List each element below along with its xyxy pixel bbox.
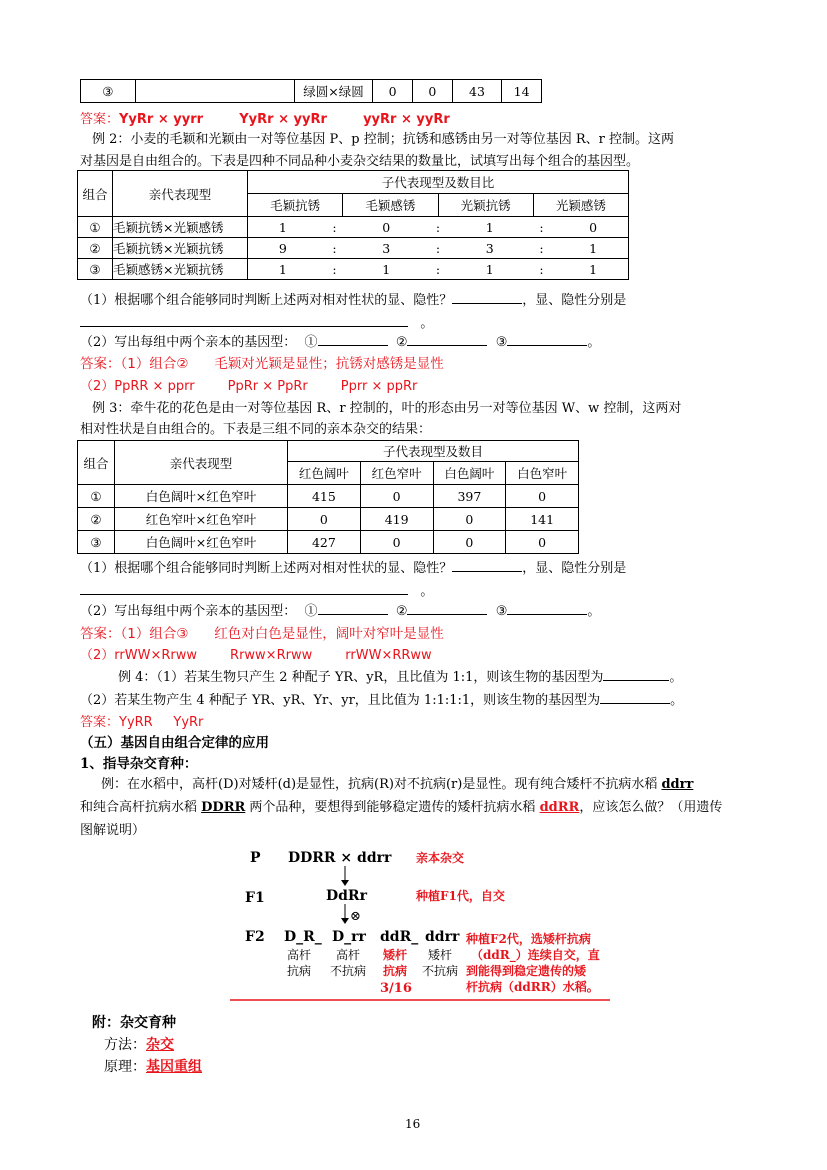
svg-text:杆抗病（ddRR）水稻。: 杆抗病（ddRR）水稻。 [466,980,599,994]
ex2-answer-2: （2）PpRR × pprr PpRr × PpRr Pprr × ppRr [80,379,418,394]
svg-text:种植F2代，选矮杆抗病: 种植F2代，选矮杆抗病 [466,932,591,946]
top-table-row: ③ 绿圆×绿圆 0 0 43 14 [80,79,542,103]
ex3-q2: （2）写出每组中两个亲本的基因型： ① ② ③ 。 [80,600,600,619]
svg-text:高杆: 高杆 [287,948,312,962]
ex2-intro-1: 例 2：小麦的毛颖和光颖由一对等位基因 P、p 控制；抗锈和感锈由另一对等位基因 R、r 控制。这两 [92,132,675,147]
cross: 绿圆×绿圆 [294,80,372,103]
svg-text:不抗病: 不抗病 [422,964,459,978]
svg-text:不抗病: 不抗病 [330,964,367,978]
ex2-table: 组合 亲代表现型 子代表现型及数目比 毛颖抗锈 毛颖感锈 光颖抗锈 光颖感锈 ① 毛颖抗锈×光颖感锈 1 : 0 : 1 : 0 ② 毛颖抗锈×光颖抗锈 9 : 3 : 3 : 1 ③ 毛颖感锈×光颖抗锈 1 : 1 : 1 : 1 [77,170,629,280]
ex2-answer-1: 答案：（1）组合② 毛颖对光颖是显性；抗锈对感锈是显性 [80,356,444,372]
svg-text:抗病: 抗病 [383,964,408,978]
svg-text:（ddR_）连续自交，直: （ddR_）连续自交，直 [471,948,600,962]
svg-text:抗病: 抗病 [287,964,312,978]
answer-1: 答案：YyRr × yyrr YyRr × yyRr yyRr × yyRr [80,112,450,127]
table-row: ② 毛颖抗锈×光颖抗锈 9 : 3 : 3 : 1 [78,238,629,259]
table-row: ③ 白色阔叶×红色窄叶 427 0 0 0 [78,531,579,554]
ex2-q1-blank: 。 [80,312,433,331]
f2-ratio: 3/16 [380,981,412,996]
appendix-method: 方法：杂交 [104,1037,174,1053]
ex3-q1-blank: 。 [80,580,433,599]
subsection-title: 1、指导杂交育种： [80,756,198,772]
svg-text:矮杆: 矮杆 [383,948,408,962]
example-line-3: 图解说明） [80,823,146,838]
svg-text:矮杆: 矮杆 [428,948,453,962]
table-row: ③ 毛颖感锈×光颖抗锈 1 : 1 : 1 : 1 [78,259,629,280]
ex3-table: 组合 亲代表现型 子代表现型及数目 红色阔叶 红色窄叶 白色阔叶 白色窄叶 ① 白色阔叶×红色窄叶 415 0 397 0 ② 红色窄叶×红色窄叶 0 419 0 141 ③ 白色阔叶×红色窄叶 427 0 0 0 [77,440,579,554]
example-line-2: 和纯合高杆抗病水稻 DDRR 两个品种，要想得到能够稳定遗传的矮杆抗病水稻 ddRR，应该怎么做？（用遗传 [80,800,723,815]
ex3-intro-1: 例 3：牵牛花的花色是由一对等位基因 R、r 控制的，叶的形态由另一对等位基因 W、w 控制，这两对 [92,401,682,416]
f1-label: F1 [245,890,265,906]
f2-genotype-1: D_R_ [284,929,322,945]
ex4-answer: 答案：YyRR YyRr [80,715,204,730]
ex3-intro-2: 相对性状是自由组合的。下表是三组不同的亲本杂交的结果： [80,422,432,437]
arrow-1-head [341,880,349,886]
f2-genotype-3: ddR_ [380,929,419,945]
svg-text:高杆: 高杆 [336,948,361,962]
ex4-q2: （2）若某生物产生 4 种配子 YR、yR、Yr、yr，且比值为 1:1:1:1，则该生物的基因型为 。 [80,689,683,708]
page-number: 16 [405,1117,421,1131]
ex3-answer-1: 答案：（1）组合③ 红色对白色是显性，阔叶对窄叶是显性 [80,626,444,642]
ex2-intro-2: 对基因是自由组合的。下表是四种不同品种小麦杂交结果的数量比，试填写出每个组合的基因型。 [80,154,640,169]
ex2-q2: （2）写出每组中两个亲本的基因型： ① ② ③ 。 [80,331,600,350]
f1-note: 种植F1代，自交 [416,889,505,903]
section-title: （五）基因自由组合定律的应用 [80,735,269,751]
p-label: P [250,850,261,866]
appendix-title: 附：杂交育种 [92,1015,176,1031]
f1-genotype: DdRr [326,888,367,904]
self-symbol: ⊗ [350,909,361,924]
ex3-q1: （1）根据哪个组合能够同时判断上述两对相对性状的显、隐性？ ，显、隐性分别是 [80,557,626,576]
table-row: ② 红色窄叶×红色窄叶 0 419 0 141 [78,508,579,531]
table-row: ① 毛颖抗锈×光颖感锈 1 : 0 : 1 : 0 [78,217,629,238]
ex4-q1: 例 4：（1）若某生物只产生 2 种配子 YR、yR，且比值为 1:1，则该生物的基因型为 。 [118,666,682,685]
f2-genotype-4: ddrr [425,929,460,945]
ex2-q1: （1）根据哪个组合能够同时判断上述两对相对性状的显、隐性？ ，显、隐性分别是 [80,289,626,308]
p-note: 亲本杂交 [416,851,465,865]
genetic-cross-diagram [230,842,620,1004]
p-cross: DDRR × ddrr [288,850,392,866]
ex3-answer-2: （2）rrWW×Rrww Rrww×Rrww rrWW×RRww [80,648,432,663]
example-line-1: 例：在水稻中，高杆(D)对矮杆(d)是显性，抗病(R)对不抗病(r)是显性。现有纯合矮杆不抗病水稻 ddrr [101,777,694,792]
appendix-principle: 原理：基因重组 [104,1059,202,1075]
svg-text:到能得到稳定遗传的矮: 到能得到稳定遗传的矮 [466,964,587,978]
f2-genotype-2: D_rr [332,929,366,945]
f2-label: F2 [245,929,265,945]
row-id: ③ [81,80,136,103]
arrow-2-head [341,918,349,924]
table-row: ① 白色阔叶×红色窄叶 415 0 397 0 [78,485,579,508]
